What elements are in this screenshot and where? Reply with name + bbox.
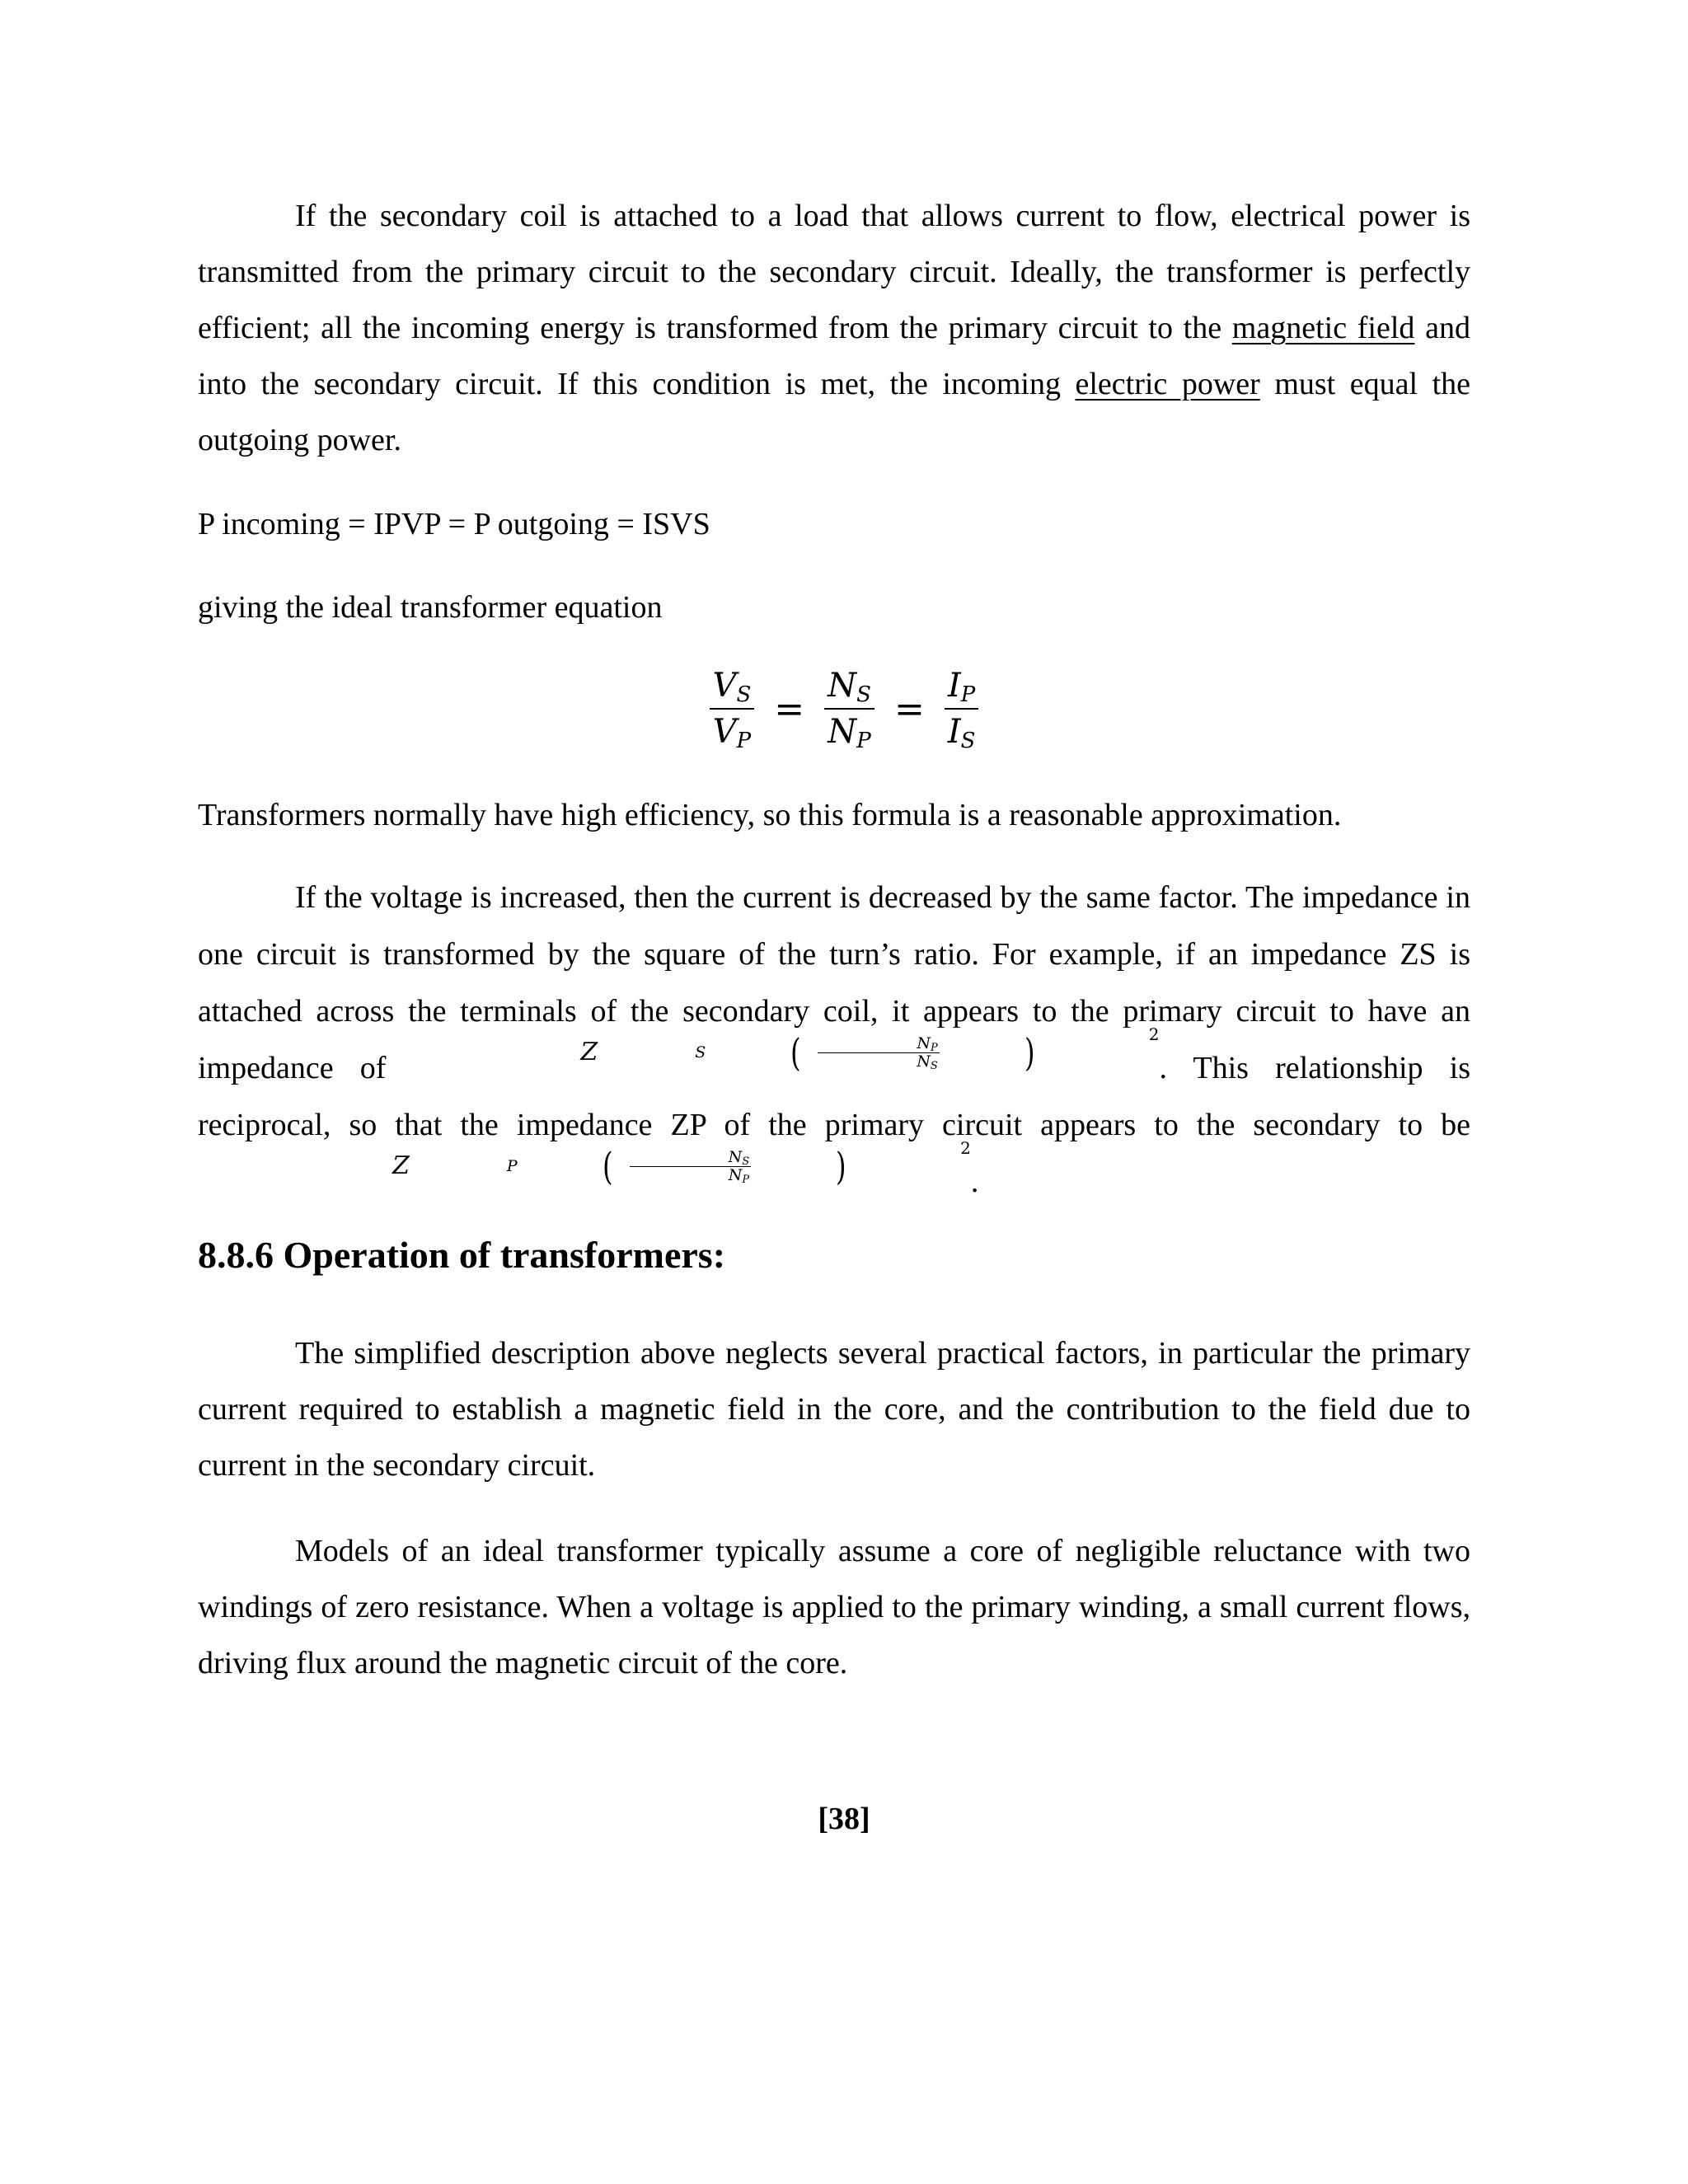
impedance-formula-primary: Z P ( $\frac{N_S}{N_P}$ ) 2 <box>392 1138 971 1188</box>
paragraph-text: If the voltage is increased, then the current is decreased by the same factor. The impedance in one circuit is transformed by the square of the turn’s ratio. For example, if an impedance ZS is attached across the terminals of the secondary coil, it appears to the primary circuit to have an impedance of <box>198 880 1470 1085</box>
paragraph-text: must equal the outgoing power. <box>198 367 1470 457</box>
equals-sign: = <box>774 687 805 730</box>
voltage-ratio: $\frac{V_S}{V_P}$ <box>710 667 755 751</box>
paragraph-power-transfer <box>198 188 1470 468</box>
ideal-transformer-equation <box>0 659 1688 758</box>
equals-sign: = <box>893 687 925 730</box>
power-equation-line: P incoming = IPVP = P outgoing = ISVS <box>198 507 710 541</box>
paragraph-ideal-model: Models of an ideal transformer typically assume a core of negligible reluctance with two windings of zero resistance. When a voltage is applied to the primary winding, a small current flows, driving flux around the magnetic circuit of the core. <box>198 1534 1470 1680</box>
paragraph-text: . This relationship is reciprocal, so that the impedance ZP of the primary circuit appears to the secondary to be <box>198 1051 1471 1142</box>
impedance-formula-secondary: Z S ( $\frac{N_P}{N_S}$ ) 2 <box>580 1024 1160 1075</box>
paragraph-impedance <box>198 869 1470 1211</box>
efficiency-note: Transformers normally have high efficiency, so this formula is a reasonable approximation. <box>198 798 1342 832</box>
paragraph-text: and into the secondary circuit. If this condition is met, the incoming <box>198 311 1470 401</box>
magnetic-field-link[interactable]: magnetic field <box>1231 311 1415 345</box>
section-heading: 8.8.6 Operation of transformers: <box>198 1234 726 1276</box>
ideal-equation-intro: giving the ideal transformer equation <box>198 590 663 625</box>
page-number: [38] <box>818 1802 870 1836</box>
turns-ratio: $\frac{N_S}{N_P}$ <box>824 667 874 751</box>
current-ratio: $\frac{I_P}{I_S}$ <box>945 667 979 751</box>
paragraph-text: If the secondary coil is attached to a load that allows current to flow, electrical power is transmitted from the primary circuit to the secondary circuit. Ideally, the transformer is perfectly efficient; all the incoming energy is transformed from the primary circuit to the <box>198 199 1470 345</box>
electric-power-link[interactable]: electric power <box>1075 367 1260 401</box>
paragraph-text: . <box>970 1165 979 1199</box>
paragraph-operation: The simplified description above neglects several practical factors, in particular the primary current required to establish a magnetic field in the core, and the contribution to the field due to current in the secondary circuit. <box>198 1336 1470 1483</box>
